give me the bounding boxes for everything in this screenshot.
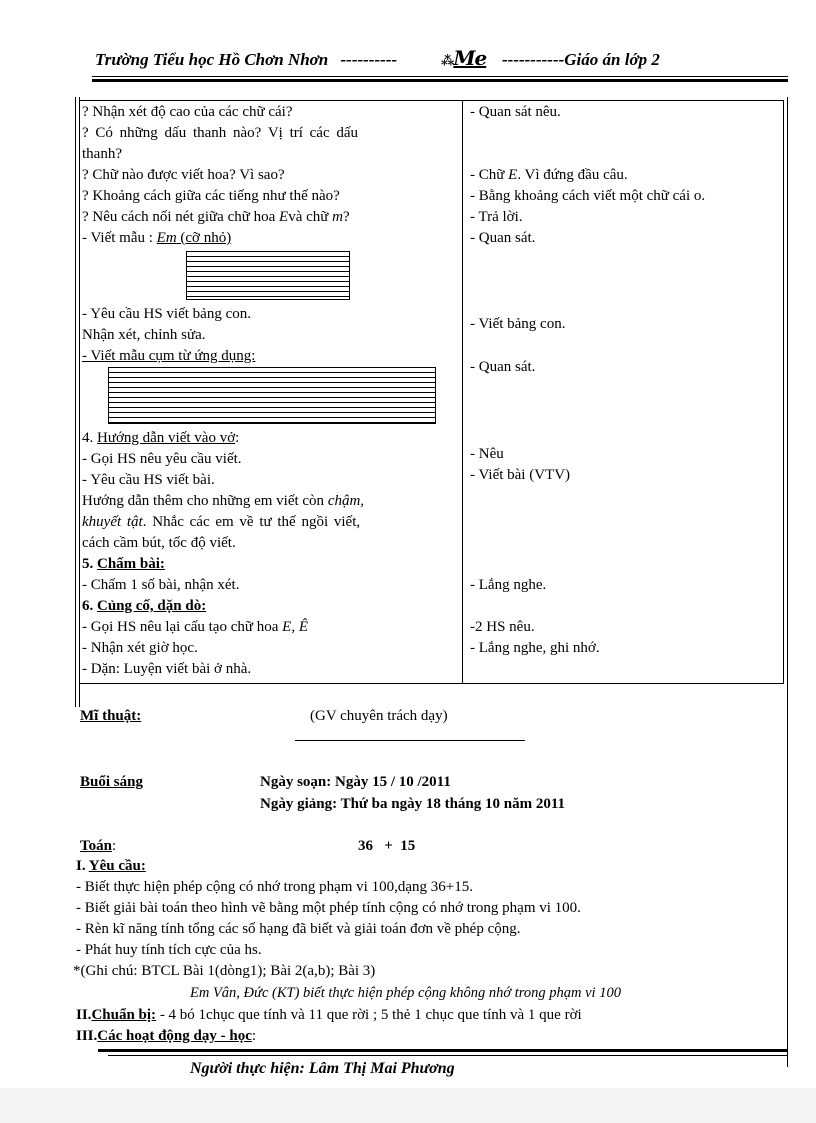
ngay-soan: Ngày soạn: Ngày 15 / 10 /2011 [260,774,451,790]
writing-lines-box-small [186,251,350,300]
left-line-21: - Nhận xét giờ học. [82,640,198,656]
left-line-2: ? Có những dấu thanh nào? Vị trí các dấu [82,125,359,141]
huong-dan-them: Hướng dẫn thêm cho những em viết còn [82,493,328,509]
right-line-7: - Quan sát. [470,359,536,375]
left-line-13: - Yêu cầu HS viết bài. [82,472,215,488]
question-end: ? [342,209,350,225]
right-line-1: - Quan sát nêu. [470,104,561,120]
letters-e-e-hat: E, Ê [282,619,308,635]
left-line-18: - Chấm 1 số bài, nhận xét. [82,577,240,593]
mi-thuat-text: (GV chuyên trách dạy) [310,708,448,724]
table-border-bottom [79,683,784,684]
lesson-note-italic: Em Vân, Đức (KT) biết thực hiện phép cộng không nhớ trong phạm vi 100 [190,985,621,1001]
goi-hs-neu-lai: - Gọi HS nêu lại cấu tạo chữ hoa [82,619,283,635]
toan-label: Toán [80,838,112,854]
hoat-dong-number: III. [76,1028,98,1044]
frame-border-right [787,97,788,1067]
left-line-6 [82,207,460,227]
right-line-10: - Lắng nghe. [470,577,547,593]
lesson-line-3: - Rèn kĩ năng tính tổng các số hạng đã biết và giải toán đơn về phép cộng. [76,921,521,937]
viet-mau-cum-tu: - Viết mẫu cụm từ ứng dụng: [82,348,256,364]
writing-lines-box-large [108,367,436,424]
chuan-bi-text: - 4 bó 1chục que tính và 11 que rời ; 5 thẻ 1 chục que tính và 1 que rời [156,1007,582,1023]
right-letter-e: E [508,167,518,183]
left-line-17 [82,554,460,574]
left-line-16: cách cầm bút, tốc độ viết. [82,535,236,551]
right-line-5: - Quan sát. [470,230,536,246]
footer-rule-thin [108,1055,788,1056]
left-line-12: - Gọi HS nêu yêu cầu viết. [82,451,242,467]
footer-rule-thick [98,1049,788,1052]
header-dashes-right: ----------- [502,50,565,69]
left-line-1: ? Nhận xét độ cao của các chữ cái? [82,104,293,120]
section-5-number: 5. [82,556,97,572]
buoi-sang-label: Buổi sáng [80,774,143,790]
and-text: và chữ [288,209,333,225]
right-line-6: - Viết bảng con. [470,316,566,332]
left-line-14 [82,491,460,511]
left-line-3: thanh? [82,146,122,162]
section-4-title: Hướng dẫn viết vào vở [97,430,236,446]
section-4-colon: : [235,430,240,446]
right-line-2 [470,165,628,185]
header-grade [502,50,660,70]
left-line-15 [82,512,460,532]
lesson-line-2: - Biết giải bài toán theo hình vẽ bằng một phép tính cộng có nhớ trong phạm vi 100. [76,900,581,916]
sample-em-note: (cỡ nhỏ) [176,230,232,246]
logo-text: Me [453,46,487,70]
header-rule-thick [92,79,788,82]
table-border-top [79,100,784,101]
table-divider [462,100,463,683]
hoat-dong-title: Các hoạt động dạy - học [97,1028,252,1044]
toan-colon: : [111,838,117,854]
left-line-22: - Dặn: Luyện viết bài ở nhà. [82,661,252,677]
nhac-cac-em: . Nhắc các em về tư thế ngồi viết, [142,514,361,530]
table-border-right [783,100,784,683]
right-line-9: - Viết bài (VTV) [470,467,571,483]
khuyet-tat-italic: khuyết tật [82,514,143,530]
viet-mau-label: - Viết mẫu : [82,230,157,246]
lesson-line-5: *(Ghi chú: BTCL Bài 1(dòng1); Bài 2(a,b); Bài 3) [73,963,376,979]
left-line-4: ? Chữ nào được viết hoa? Vì sao? [82,167,285,183]
right-line-11: -2 HS nêu. [470,619,535,635]
hoat-dong-line [76,1028,256,1045]
yeu-cau-heading [76,858,146,875]
mi-thuat-label: Mĩ thuật: [80,708,142,724]
school-name: Trường Tiểu học Hồ Chơn Nhơn [95,50,329,69]
section-4-number: 4. [82,430,97,446]
left-line-10 [82,346,460,366]
letter-m: m [332,209,343,225]
lesson-line-4: - Phát huy tính tích cực của hs. [76,942,262,958]
chuan-bi-title: Chuẩn bị: [91,1007,157,1023]
yeu-cau-number: I. [76,858,89,874]
chuan-bi-line [76,1007,582,1024]
page-bottom-band [0,1088,816,1123]
left-line-9: Nhận xét, chỉnh sửa. [82,327,206,343]
toan-heading [80,838,116,855]
left-line-11 [82,428,460,448]
left-line-5: ? Khoảng cách giữa các tiếng như thế nào? [82,188,340,204]
left-line-7 [82,228,460,248]
table-border-left-inner [79,97,80,707]
table-border-left [75,97,76,707]
left-line-20 [82,617,460,637]
letter-e-cap: E [279,209,289,225]
lesson-line-1: - Biết thực hiện phép cộng có nhớ trong phạm vi 100,dạng 36+15. [76,879,473,895]
mi-thuat-rule [295,740,525,741]
left-line-19 [82,596,460,616]
left-line-8: - Yêu cầu HS viết bảng con. [82,306,251,322]
header-school [95,50,397,70]
chuan-bi-number: II. [76,1007,92,1023]
ngay-giang: Ngày giảng: Thứ ba ngày 18 tháng 10 năm 2011 [260,796,566,812]
footer-author: Người thực hiện: Lâm Thị Mai Phương [190,1060,455,1077]
section-5-title: Chấm bài: [97,556,165,572]
right-line-8: - Nêu [470,446,504,462]
header-logo: ⁂Me [441,46,487,70]
sample-em: Em [156,230,177,246]
hoat-dong-colon: : [251,1028,257,1044]
left-line-6-text: ? Nêu cách nối nét giữa chữ hoa [82,209,280,225]
header-rule-thin [92,76,788,77]
section-6-title: Củng cố, dặn dò: [97,598,207,614]
header-dashes-left: ---------- [340,50,398,69]
right-vi-dung-dau-cau: . Vì đứng đầu câu. [517,167,628,183]
section-6-number: 6. [82,598,97,614]
grade-label: Giáo án lớp 2 [564,50,660,69]
right-line-4: - Trả lời. [470,209,523,225]
right-chu: - Chữ [470,167,509,183]
toan-title: 36 + 15 [358,838,416,854]
yeu-cau-title: Yêu cầu: [88,858,146,874]
cham-italic: chậm, [327,493,365,509]
right-line-12: - Lắng nghe, ghi nhớ. [470,640,600,656]
right-line-3: - Bằng khoảng cách viết một chữ cái o. [470,188,706,204]
